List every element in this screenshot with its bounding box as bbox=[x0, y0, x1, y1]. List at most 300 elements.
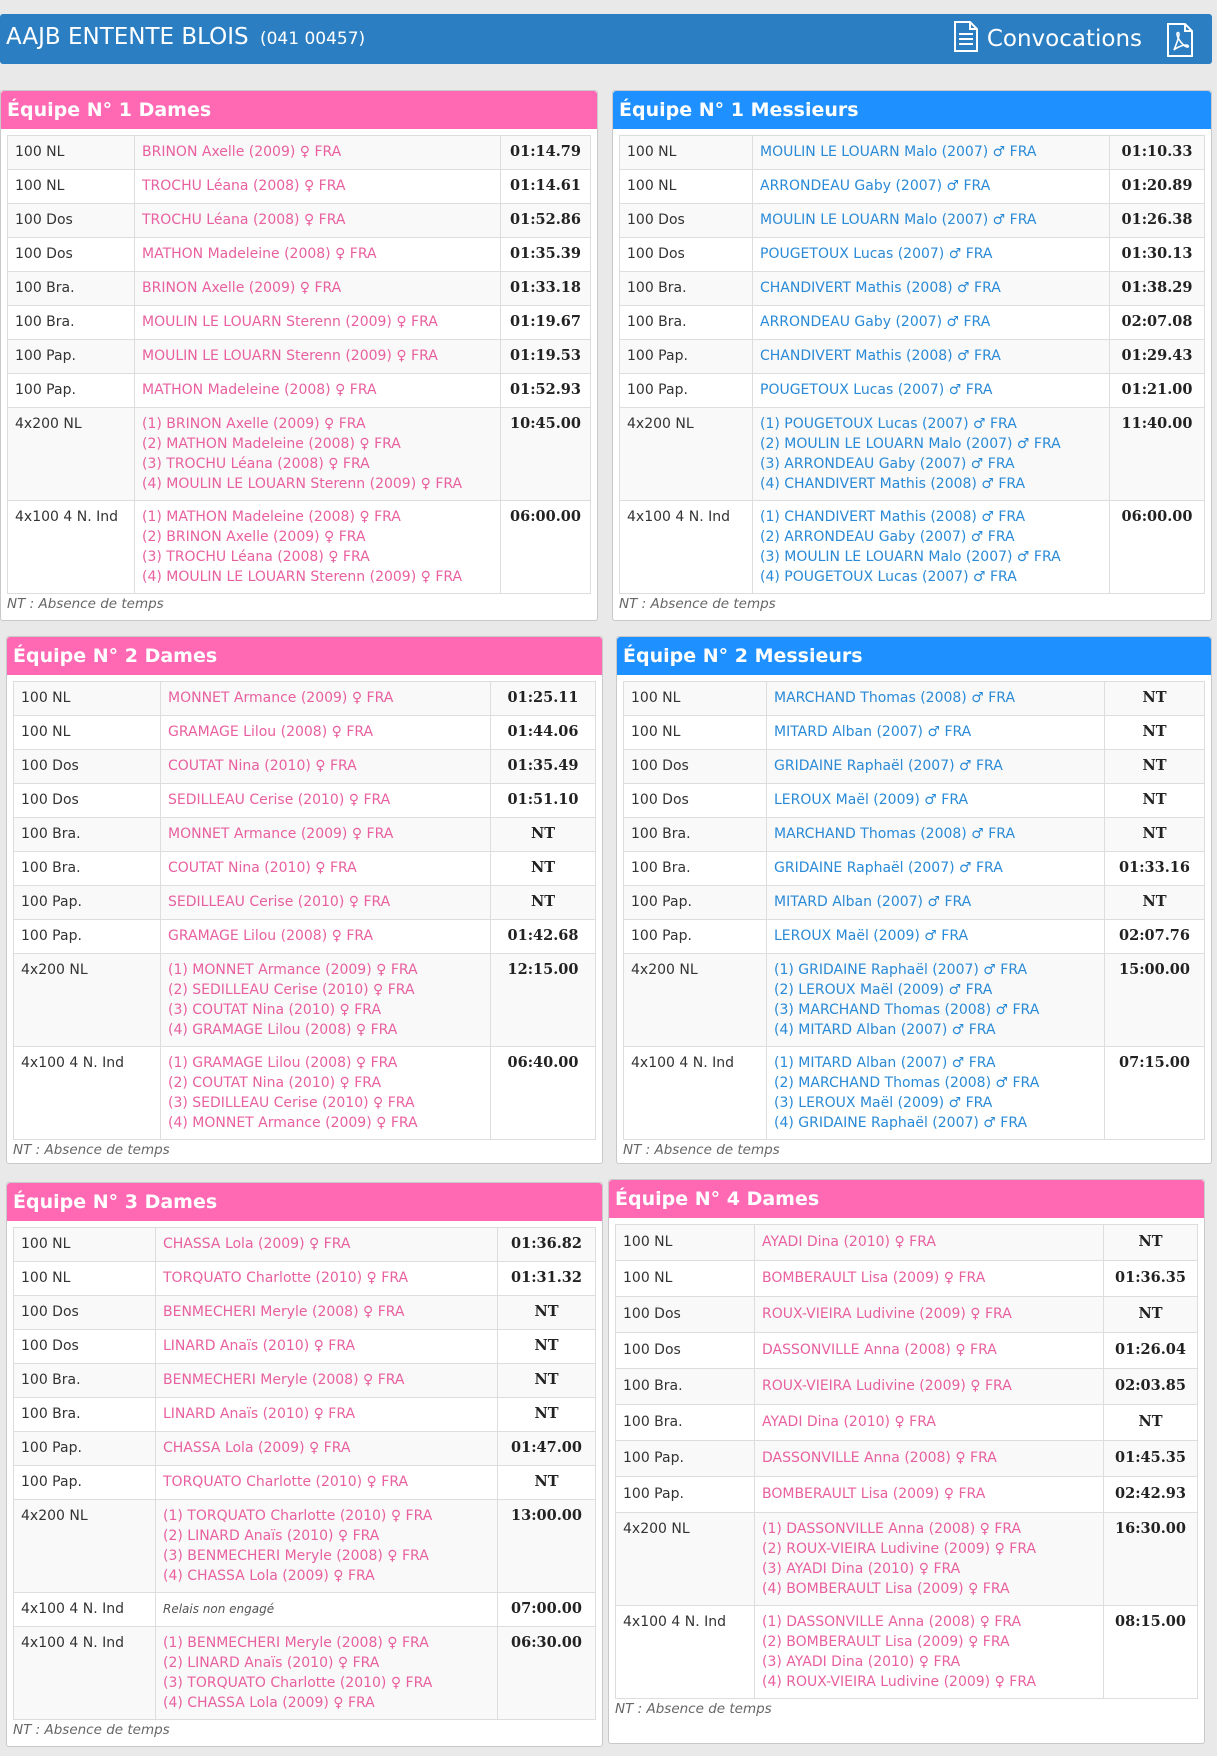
swimmers-cell bbox=[135, 238, 501, 272]
swimmer-link[interactable]: LEROUX Maël (2009) ♂ FRA bbox=[774, 792, 969, 808]
time-cell: 16:30.00 bbox=[1104, 1513, 1198, 1606]
swimmer-link[interactable]: POUGETOUX Lucas (2007) ♂ FRA bbox=[760, 246, 993, 262]
table-row bbox=[616, 1513, 1198, 1606]
swimmers-cell bbox=[767, 784, 1105, 818]
time-cell: NT bbox=[1104, 1225, 1198, 1261]
swimmers-cell bbox=[753, 408, 1110, 501]
time-cell: 01:52.86 bbox=[501, 204, 591, 238]
table-row bbox=[624, 716, 1205, 750]
swimmer-link[interactable]: COUTAT Nina (2010) ♀ FRA bbox=[168, 860, 357, 876]
event-cell: 4x200 NL bbox=[624, 954, 767, 1047]
table-row bbox=[8, 306, 591, 340]
swimmers-cell bbox=[755, 1297, 1104, 1333]
swimmer-link[interactable]: MOULIN LE LOUARN Sterenn (2009) ♀ FRA bbox=[142, 314, 438, 330]
table-row bbox=[14, 1228, 596, 1262]
swimmer-link[interactable]: (4) CHANDIVERT Mathis (2008) ♂ FRA bbox=[760, 476, 1026, 492]
table-row bbox=[14, 1466, 596, 1500]
event-cell: 100 NL bbox=[14, 682, 161, 716]
time-cell: NT bbox=[491, 818, 596, 852]
swimmer-link[interactable]: (3) ARRONDEAU Gaby (2007) ♂ FRA bbox=[760, 456, 1015, 472]
swimmer-link[interactable]: MARCHAND Thomas (2008) ♂ FRA bbox=[774, 826, 1016, 842]
swimmer-link[interactable]: (1) MATHON Madeleine (2008) ♀ FRA bbox=[142, 509, 401, 525]
table-row bbox=[616, 1405, 1198, 1441]
event-cell: 100 NL bbox=[624, 682, 767, 716]
event-cell: 100 Pap. bbox=[620, 374, 753, 408]
team-panel bbox=[6, 1182, 603, 1747]
event-cell: 100 Dos bbox=[620, 204, 753, 238]
swimmers-cell bbox=[755, 1369, 1104, 1405]
swimmer-link[interactable]: (1) POUGETOUX Lucas (2007) ♂ FRA bbox=[760, 416, 1017, 432]
table-row bbox=[624, 682, 1205, 716]
event-cell: 100 NL bbox=[14, 1228, 156, 1262]
time-cell: 01:26.38 bbox=[1110, 204, 1205, 238]
swimmer-link[interactable]: COUTAT Nina (2010) ♀ FRA bbox=[168, 758, 357, 774]
swimmer-link[interactable]: GRIDAINE Raphaël (2007) ♂ FRA bbox=[774, 758, 1003, 774]
swimmer-link[interactable]: (1) GRAMAGE Lilou (2008) ♀ FRA bbox=[168, 1055, 398, 1071]
event-cell: 100 Bra. bbox=[620, 306, 753, 340]
swimmer-link[interactable]: MONNET Armance (2009) ♀ FRA bbox=[168, 690, 394, 706]
time-cell: NT bbox=[1105, 886, 1205, 920]
swimmer-link[interactable]: (1) TORQUATO Charlotte (2010) ♀ FRA bbox=[163, 1508, 433, 1524]
swimmer-link[interactable]: CHASSA Lola (2009) ♀ FRA bbox=[163, 1236, 351, 1252]
swimmer-link[interactable]: (2) BOMBERAULT Lisa (2009) ♀ FRA bbox=[762, 1634, 1010, 1650]
swimmer-link[interactable]: (4) MONNET Armance (2009) ♀ FRA bbox=[168, 1115, 418, 1131]
results-table bbox=[13, 1227, 596, 1720]
swimmer-link[interactable]: (1) MONNET Armance (2009) ♀ FRA bbox=[168, 962, 418, 978]
table-row bbox=[8, 204, 591, 238]
table-row bbox=[620, 170, 1205, 204]
swimmers-cell bbox=[135, 374, 501, 408]
event-cell: 4x100 4 N. Ind bbox=[14, 1047, 161, 1140]
swimmer-link[interactable]: BOMBERAULT Lisa (2009) ♀ FRA bbox=[762, 1270, 986, 1286]
swimmer-link[interactable]: (4) GRIDAINE Raphaël (2007) ♂ FRA bbox=[774, 1115, 1028, 1131]
event-cell: 100 Pap. bbox=[624, 886, 767, 920]
table-row bbox=[620, 136, 1205, 170]
time-cell: 01:25.11 bbox=[491, 682, 596, 716]
table-row bbox=[620, 238, 1205, 272]
swimmers-cell bbox=[753, 340, 1110, 374]
time-cell: 01:29.43 bbox=[1110, 340, 1205, 374]
event-cell: 100 NL bbox=[14, 716, 161, 750]
table-row bbox=[14, 682, 596, 716]
table-row bbox=[8, 408, 591, 501]
event-cell: 4x200 NL bbox=[620, 408, 753, 501]
time-cell: NT bbox=[498, 1398, 596, 1432]
event-cell: 4x100 4 N. Ind bbox=[624, 1047, 767, 1140]
swimmer-link[interactable]: LINARD Anaïs (2010) ♀ FRA bbox=[163, 1406, 356, 1422]
table-row bbox=[8, 374, 591, 408]
table-row bbox=[8, 501, 591, 594]
event-cell: 100 Dos bbox=[616, 1297, 755, 1333]
swimmer-link[interactable]: (3) TROCHU Léana (2008) ♀ FRA bbox=[142, 456, 370, 472]
table-row bbox=[616, 1333, 1198, 1369]
footnote: NT : Absence de temps bbox=[619, 596, 776, 612]
table-row bbox=[616, 1261, 1198, 1297]
team-title: Équipe N° 3 Dames bbox=[7, 1183, 602, 1221]
swimmers-cell bbox=[753, 374, 1110, 408]
swimmer-link[interactable]: (3) TROCHU Léana (2008) ♀ FRA bbox=[142, 549, 370, 565]
footnote: NT : Absence de temps bbox=[615, 1701, 772, 1717]
event-cell: 100 NL bbox=[624, 716, 767, 750]
event-cell: 100 Dos bbox=[14, 750, 161, 784]
swimmers-cell bbox=[753, 170, 1110, 204]
table-row bbox=[620, 272, 1205, 306]
swimmers-cell bbox=[753, 136, 1110, 170]
team-panel bbox=[612, 90, 1212, 621]
table-row bbox=[624, 1047, 1205, 1140]
swimmer-link[interactable]: ARRONDEAU Gaby (2007) ♂ FRA bbox=[760, 178, 991, 194]
swimmer-link[interactable]: SEDILLEAU Cerise (2010) ♀ FRA bbox=[168, 792, 391, 808]
swimmers-cell bbox=[156, 1296, 498, 1330]
swimmer-link[interactable]: TROCHU Léana (2008) ♀ FRA bbox=[142, 212, 346, 228]
event-cell: 100 NL bbox=[8, 170, 135, 204]
time-cell: 01:35.49 bbox=[491, 750, 596, 784]
club-title bbox=[6, 24, 365, 50]
swimmer-link[interactable]: (1) GRIDAINE Raphaël (2007) ♂ FRA bbox=[774, 962, 1028, 978]
swimmer-link[interactable]: (4) MOULIN LE LOUARN Sterenn (2009) ♀ FRA bbox=[142, 476, 463, 492]
table-row bbox=[624, 886, 1205, 920]
time-cell: 01:51.10 bbox=[491, 784, 596, 818]
table-row bbox=[616, 1606, 1198, 1699]
swimmers-cell bbox=[135, 501, 501, 594]
swimmers-cell bbox=[161, 818, 491, 852]
table-row bbox=[8, 170, 591, 204]
swimmers-cell bbox=[755, 1477, 1104, 1513]
swimmer-link[interactable]: LEROUX Maël (2009) ♂ FRA bbox=[774, 928, 969, 944]
table-row bbox=[620, 306, 1205, 340]
swimmers-cell bbox=[135, 136, 501, 170]
event-cell: 100 Pap. bbox=[624, 920, 767, 954]
table-row bbox=[624, 818, 1205, 852]
swimmers-cell bbox=[161, 750, 491, 784]
swimmer-link[interactable]: (2) LINARD Anaïs (2010) ♀ FRA bbox=[163, 1528, 380, 1544]
swimmers-cell bbox=[767, 852, 1105, 886]
swimmers-cell bbox=[767, 954, 1105, 1047]
time-cell: 01:45.35 bbox=[1104, 1441, 1198, 1477]
time-cell: 01:42.68 bbox=[491, 920, 596, 954]
event-cell: 100 Dos bbox=[620, 238, 753, 272]
swimmer-link[interactable]: (3) MOULIN LE LOUARN Malo (2007) ♂ FRA bbox=[760, 549, 1061, 565]
swimmers-cell bbox=[767, 682, 1105, 716]
event-cell: 100 Bra. bbox=[14, 852, 161, 886]
time-cell: 02:42.93 bbox=[1104, 1477, 1198, 1513]
team-title: Équipe N° 4 Dames bbox=[609, 1180, 1204, 1218]
event-cell: 100 Pap. bbox=[616, 1441, 755, 1477]
event-cell: 100 Pap. bbox=[616, 1477, 755, 1513]
swimmer-link[interactable]: (2) ARRONDEAU Gaby (2007) ♂ FRA bbox=[760, 529, 1015, 545]
table-row bbox=[14, 1364, 596, 1398]
swimmer-link[interactable]: (4) BOMBERAULT Lisa (2009) ♀ FRA bbox=[762, 1581, 1010, 1597]
swimmer-link[interactable]: ROUX-VIEIRA Ludivine (2009) ♀ FRA bbox=[762, 1378, 1012, 1394]
swimmers-cell bbox=[755, 1405, 1104, 1441]
time-cell: 12:15.00 bbox=[491, 954, 596, 1047]
results-table bbox=[623, 681, 1205, 1140]
swimmers-cell bbox=[156, 1627, 498, 1720]
swimmer-link[interactable]: POUGETOUX Lucas (2007) ♂ FRA bbox=[760, 382, 993, 398]
time-cell: 02:07.76 bbox=[1105, 920, 1205, 954]
time-cell: 10:45.00 bbox=[501, 408, 591, 501]
swimmer-link[interactable]: (4) CHASSA Lola (2009) ♀ FRA bbox=[163, 1568, 375, 1584]
swimmer-link[interactable]: (2) ROUX-VIEIRA Ludivine (2009) ♀ FRA bbox=[762, 1541, 1037, 1557]
swimmers-cell bbox=[156, 1432, 498, 1466]
table-row bbox=[620, 204, 1205, 238]
table-row bbox=[620, 408, 1205, 501]
swimmer-link[interactable]: (3) LEROUX Maël (2009) ♂ FRA bbox=[774, 1095, 993, 1111]
swimmers-cell bbox=[161, 716, 491, 750]
event-cell: 100 Pap. bbox=[8, 374, 135, 408]
footnote: NT : Absence de temps bbox=[623, 1142, 780, 1158]
swimmer-link[interactable]: BRINON Axelle (2009) ♀ FRA bbox=[142, 144, 342, 160]
pdf-icon[interactable] bbox=[1166, 23, 1194, 57]
time-cell: NT bbox=[1104, 1405, 1198, 1441]
convocations-link[interactable] bbox=[953, 23, 1142, 55]
event-cell: 4x100 4 N. Ind bbox=[14, 1627, 156, 1720]
time-cell: 06:40.00 bbox=[491, 1047, 596, 1140]
time-cell: 02:03.85 bbox=[1104, 1369, 1198, 1405]
swimmers-cell bbox=[156, 1262, 498, 1296]
event-cell: 100 Bra. bbox=[8, 306, 135, 340]
event-cell: 4x200 NL bbox=[14, 1500, 156, 1593]
swimmers-cell bbox=[753, 306, 1110, 340]
swimmer-link[interactable]: (2) LEROUX Maël (2009) ♂ FRA bbox=[774, 982, 993, 998]
time-cell: 07:15.00 bbox=[1105, 1047, 1205, 1140]
time-cell: NT bbox=[498, 1364, 596, 1398]
swimmer-link[interactable]: MITARD Alban (2007) ♂ FRA bbox=[774, 894, 972, 910]
event-cell: 100 Pap. bbox=[14, 886, 161, 920]
swimmer-link[interactable]: (1) DASSONVILLE Anna (2008) ♀ FRA bbox=[762, 1521, 1022, 1537]
swimmer-link[interactable]: MARCHAND Thomas (2008) ♂ FRA bbox=[774, 690, 1016, 706]
swimmer-link[interactable]: TORQUATO Charlotte (2010) ♀ FRA bbox=[163, 1270, 409, 1286]
swimmers-cell bbox=[753, 204, 1110, 238]
time-cell: 01:14.61 bbox=[501, 170, 591, 204]
event-cell: 100 Bra. bbox=[616, 1405, 755, 1441]
event-cell: 100 Dos bbox=[14, 784, 161, 818]
swimmers-cell bbox=[156, 1330, 498, 1364]
swimmers-cell bbox=[767, 886, 1105, 920]
table-row bbox=[616, 1297, 1198, 1333]
swimmer-link[interactable]: (2) LINARD Anaïs (2010) ♀ FRA bbox=[163, 1655, 380, 1671]
swimmer-link[interactable]: (2) MATHON Madeleine (2008) ♀ FRA bbox=[142, 436, 401, 452]
swimmer-link[interactable]: GRAMAGE Lilou (2008) ♀ FRA bbox=[168, 724, 374, 740]
event-cell: 100 Pap. bbox=[14, 1432, 156, 1466]
swimmer-link[interactable]: DASSONVILLE Anna (2008) ♀ FRA bbox=[762, 1342, 997, 1358]
swimmers-cell bbox=[755, 1225, 1104, 1261]
swimmer-link[interactable]: DASSONVILLE Anna (2008) ♀ FRA bbox=[762, 1450, 997, 1466]
table-row bbox=[14, 1593, 596, 1627]
swimmer-link[interactable]: (1) CHANDIVERT Mathis (2008) ♂ FRA bbox=[760, 509, 1026, 525]
swimmer-link[interactable]: CHANDIVERT Mathis (2008) ♂ FRA bbox=[760, 348, 1001, 364]
event-cell: 100 Dos bbox=[624, 784, 767, 818]
swimmer-link[interactable]: (1) DASSONVILLE Anna (2008) ♀ FRA bbox=[762, 1614, 1022, 1630]
table-row bbox=[620, 374, 1205, 408]
swimmers-cell bbox=[135, 204, 501, 238]
event-cell: 100 NL bbox=[14, 1262, 156, 1296]
swimmer-link[interactable]: AYADI Dina (2010) ♀ FRA bbox=[762, 1414, 936, 1430]
swimmers-cell bbox=[755, 1513, 1104, 1606]
swimmer-link[interactable]: (4) ROUX-VIEIRA Ludivine (2009) ♀ FRA bbox=[762, 1674, 1037, 1690]
table-row bbox=[8, 238, 591, 272]
time-cell: 01:52.93 bbox=[501, 374, 591, 408]
swimmer-link[interactable]: (4) POUGETOUX Lucas (2007) ♂ FRA bbox=[760, 569, 1017, 585]
table-row bbox=[624, 784, 1205, 818]
swimmer-link[interactable]: (2) MOULIN LE LOUARN Malo (2007) ♂ FRA bbox=[760, 436, 1061, 452]
swimmers-cell bbox=[161, 784, 491, 818]
swimmer-link[interactable]: ARRONDEAU Gaby (2007) ♂ FRA bbox=[760, 314, 991, 330]
swimmer-link[interactable]: CHASSA Lola (2009) ♀ FRA bbox=[163, 1440, 351, 1456]
time-cell: 08:15.00 bbox=[1104, 1606, 1198, 1699]
event-cell: 100 NL bbox=[616, 1261, 755, 1297]
table-row bbox=[8, 136, 591, 170]
table-row bbox=[620, 501, 1205, 594]
time-cell: NT bbox=[1105, 716, 1205, 750]
swimmer-link[interactable]: TORQUATO Charlotte (2010) ♀ FRA bbox=[163, 1474, 409, 1490]
time-cell: 01:44.06 bbox=[491, 716, 596, 750]
swimmer-link[interactable]: (2) MARCHAND Thomas (2008) ♂ FRA bbox=[774, 1075, 1040, 1091]
time-cell: NT bbox=[491, 886, 596, 920]
swimmer-link[interactable]: (2) COUTAT Nina (2010) ♀ FRA bbox=[168, 1075, 382, 1091]
event-cell: 100 Bra. bbox=[8, 272, 135, 306]
time-cell: 01:38.29 bbox=[1110, 272, 1205, 306]
swimmer-link[interactable]: MATHON Madeleine (2008) ♀ FRA bbox=[142, 246, 377, 262]
swimmer-link[interactable]: CHANDIVERT Mathis (2008) ♂ FRA bbox=[760, 280, 1001, 296]
swimmer-link[interactable]: (4) GRAMAGE Lilou (2008) ♀ FRA bbox=[168, 1022, 398, 1038]
event-cell: 4x200 NL bbox=[8, 408, 135, 501]
swimmer-link[interactable]: (4) MITARD Alban (2007) ♂ FRA bbox=[774, 1022, 996, 1038]
swimmer-link[interactable]: BOMBERAULT Lisa (2009) ♀ FRA bbox=[762, 1486, 986, 1502]
time-cell: NT bbox=[498, 1330, 596, 1364]
swimmer-link[interactable]: (4) MOULIN LE LOUARN Sterenn (2009) ♀ FRA bbox=[142, 569, 463, 585]
swimmer-link[interactable]: MONNET Armance (2009) ♀ FRA bbox=[168, 826, 394, 842]
swimmer-link[interactable]: MOULIN LE LOUARN Sterenn (2009) ♀ FRA bbox=[142, 348, 438, 364]
time-cell: 01:33.16 bbox=[1105, 852, 1205, 886]
table-row bbox=[14, 818, 596, 852]
club-name: AAJB ENTENTE BLOIS bbox=[6, 24, 249, 50]
swimmer-link[interactable]: BENMECHERI Meryle (2008) ♀ FRA bbox=[163, 1304, 405, 1320]
time-cell: 11:40.00 bbox=[1110, 408, 1205, 501]
event-cell: 4x100 4 N. Ind bbox=[14, 1593, 156, 1627]
header-bar bbox=[0, 14, 1212, 64]
table-row bbox=[624, 750, 1205, 784]
table-row bbox=[616, 1477, 1198, 1513]
team-panel bbox=[616, 636, 1212, 1164]
event-cell: 4x100 4 N. Ind bbox=[620, 501, 753, 594]
event-cell: 100 Dos bbox=[624, 750, 767, 784]
time-cell: NT bbox=[1105, 818, 1205, 852]
table-row bbox=[14, 1262, 596, 1296]
swimmers-cell bbox=[135, 306, 501, 340]
time-cell: NT bbox=[1105, 682, 1205, 716]
time-cell: 01:47.00 bbox=[498, 1432, 596, 1466]
event-cell: 100 Dos bbox=[616, 1333, 755, 1369]
swimmer-link[interactable]: ROUX-VIEIRA Ludivine (2009) ♀ FRA bbox=[762, 1306, 1012, 1322]
swimmer-link[interactable]: (3) AYADI Dina (2010) ♀ FRA bbox=[762, 1654, 961, 1670]
swimmer-link[interactable]: (3) BENMECHERI Meryle (2008) ♀ FRA bbox=[163, 1548, 429, 1564]
swimmer-link[interactable]: (1) BENMECHERI Meryle (2008) ♀ FRA bbox=[163, 1635, 429, 1651]
event-cell: 100 Bra. bbox=[620, 272, 753, 306]
swimmer-link[interactable]: (3) AYADI Dina (2010) ♀ FRA bbox=[762, 1561, 961, 1577]
time-cell: 07:00.00 bbox=[498, 1593, 596, 1627]
swimmers-cell bbox=[755, 1333, 1104, 1369]
event-cell: 100 NL bbox=[8, 136, 135, 170]
team-panel bbox=[608, 1179, 1205, 1744]
event-cell: 100 Bra. bbox=[616, 1369, 755, 1405]
time-cell: 01:30.13 bbox=[1110, 238, 1205, 272]
swimmer-link[interactable]: MATHON Madeleine (2008) ♀ FRA bbox=[142, 382, 377, 398]
event-cell: 100 Dos bbox=[8, 204, 135, 238]
time-cell: 01:14.79 bbox=[501, 136, 591, 170]
time-cell: 13:00.00 bbox=[498, 1500, 596, 1593]
swimmers-cell bbox=[161, 954, 491, 1047]
event-cell: 100 NL bbox=[616, 1225, 755, 1261]
swimmer-link[interactable]: (2) SEDILLEAU Cerise (2010) ♀ FRA bbox=[168, 982, 415, 998]
table-row bbox=[14, 784, 596, 818]
table-row bbox=[14, 852, 596, 886]
time-cell: NT bbox=[491, 852, 596, 886]
swimmers-cell bbox=[135, 170, 501, 204]
swimmers-cell bbox=[156, 1364, 498, 1398]
swimmers-cell bbox=[161, 1047, 491, 1140]
team-panel bbox=[0, 90, 598, 621]
event-cell: 100 Pap. bbox=[8, 340, 135, 374]
swimmers-cell bbox=[135, 408, 501, 501]
swimmer-link[interactable]: GRAMAGE Lilou (2008) ♀ FRA bbox=[168, 928, 374, 944]
swimmer-link[interactable]: LINARD Anaïs (2010) ♀ FRA bbox=[163, 1338, 356, 1354]
table-row bbox=[8, 340, 591, 374]
swimmers-cell bbox=[161, 920, 491, 954]
table-row bbox=[14, 750, 596, 784]
footnote: NT : Absence de temps bbox=[13, 1722, 170, 1738]
swimmer-link[interactable]: (3) TORQUATO Charlotte (2010) ♀ FRA bbox=[163, 1675, 433, 1691]
swimmer-link[interactable]: (3) COUTAT Nina (2010) ♀ FRA bbox=[168, 1002, 382, 1018]
swimmer-link[interactable]: MITARD Alban (2007) ♂ FRA bbox=[774, 724, 972, 740]
event-cell: 100 Pap. bbox=[14, 920, 161, 954]
footnote: NT : Absence de temps bbox=[13, 1142, 170, 1158]
swimmers-cell bbox=[161, 886, 491, 920]
swimmers-cell bbox=[767, 750, 1105, 784]
swimmer-link[interactable]: TROCHU Léana (2008) ♀ FRA bbox=[142, 178, 346, 194]
event-cell: 100 Bra. bbox=[14, 1398, 156, 1432]
swimmer-link[interactable]: (2) BRINON Axelle (2009) ♀ FRA bbox=[142, 529, 366, 545]
time-cell: 01:10.33 bbox=[1110, 136, 1205, 170]
swimmer-link[interactable]: (3) MARCHAND Thomas (2008) ♂ FRA bbox=[774, 1002, 1040, 1018]
swimmer-link[interactable]: (3) SEDILLEAU Cerise (2010) ♀ FRA bbox=[168, 1095, 415, 1111]
event-cell: 100 Bra. bbox=[14, 1364, 156, 1398]
swimmers-cell bbox=[753, 501, 1110, 594]
swimmer-link[interactable]: BRINON Axelle (2009) ♀ FRA bbox=[142, 280, 342, 296]
swimmer-link[interactable]: SEDILLEAU Cerise (2010) ♀ FRA bbox=[168, 894, 391, 910]
swimmer-link[interactable]: (1) MITARD Alban (2007) ♂ FRA bbox=[774, 1055, 996, 1071]
time-cell: 01:33.18 bbox=[501, 272, 591, 306]
table-row bbox=[14, 1330, 596, 1364]
table-row bbox=[624, 920, 1205, 954]
swimmer-link[interactable]: (1) BRINON Axelle (2009) ♀ FRA bbox=[142, 416, 366, 432]
swimmer-link[interactable]: MOULIN LE LOUARN Malo (2007) ♂ FRA bbox=[760, 144, 1037, 160]
swimmers-cell bbox=[767, 920, 1105, 954]
swimmers-cell bbox=[755, 1606, 1104, 1699]
swimmer-link[interactable]: AYADI Dina (2010) ♀ FRA bbox=[762, 1234, 936, 1250]
table-row bbox=[624, 852, 1205, 886]
event-cell: 4x200 NL bbox=[14, 954, 161, 1047]
team-title: Équipe N° 1 Dames bbox=[1, 91, 597, 129]
swimmer-link[interactable]: MOULIN LE LOUARN Malo (2007) ♂ FRA bbox=[760, 212, 1037, 228]
convocations-label: Convocations bbox=[986, 26, 1142, 52]
swimmer-link[interactable]: BENMECHERI Meryle (2008) ♀ FRA bbox=[163, 1372, 405, 1388]
club-code: (041 00457) bbox=[259, 29, 366, 49]
swimmer-link[interactable]: GRIDAINE Raphaël (2007) ♂ FRA bbox=[774, 860, 1003, 876]
results-table bbox=[13, 681, 596, 1140]
swimmers-cell bbox=[156, 1466, 498, 1500]
swimmer-link[interactable]: (4) CHASSA Lola (2009) ♀ FRA bbox=[163, 1695, 375, 1711]
